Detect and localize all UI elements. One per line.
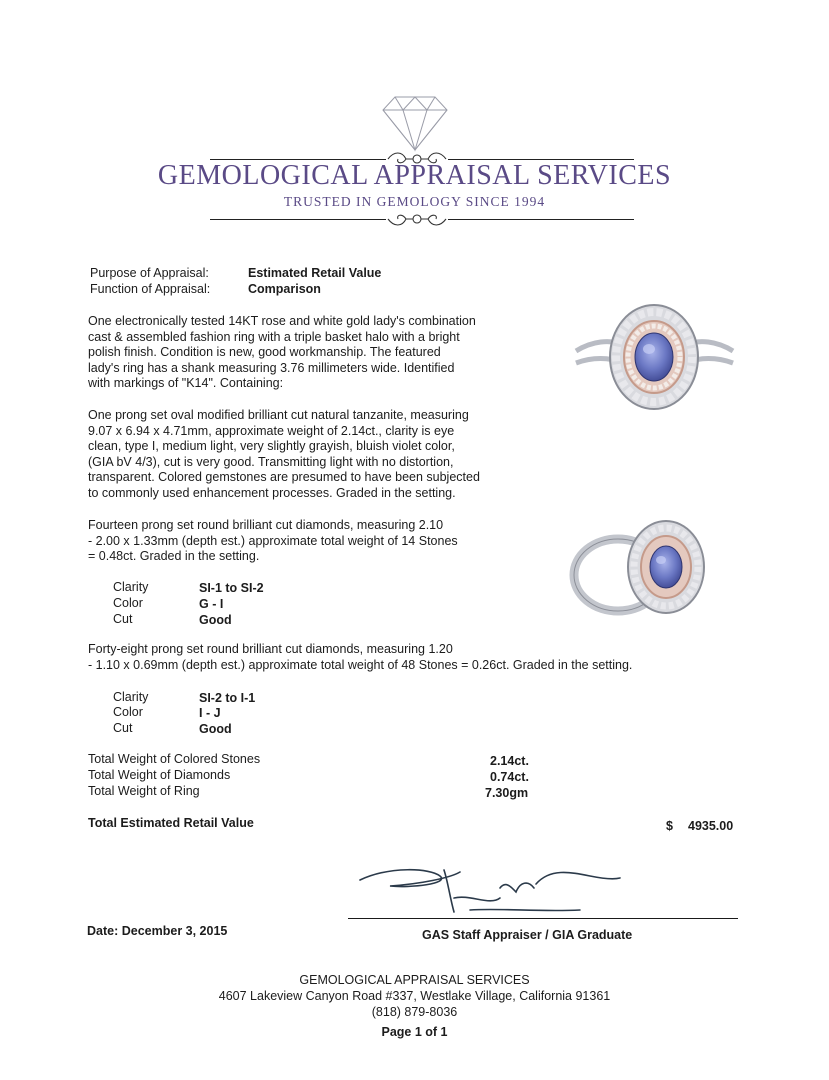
flourish-ornament-icon xyxy=(384,209,450,229)
header-bottom-rule-right xyxy=(448,219,634,220)
function-label: Function of Appraisal: xyxy=(90,282,211,296)
retail-value-amount: 4935.00 xyxy=(688,819,734,833)
color-label: Color xyxy=(113,596,143,610)
cut-label: Cut xyxy=(113,612,133,626)
currency-symbol: $ xyxy=(666,819,673,833)
total-colored-label: Total Weight of Colored Stones xyxy=(88,752,261,766)
total-diamonds-label: Total Weight of Diamonds xyxy=(88,768,231,782)
clarity-value: SI-2 to I-1 xyxy=(199,691,256,705)
ring-side-view-image xyxy=(560,505,730,640)
ring-top-view-image xyxy=(572,283,737,433)
diamond-logo-icon xyxy=(381,94,449,152)
cut-label: Cut xyxy=(113,721,133,735)
clarity-value: SI-1 to SI-2 xyxy=(199,581,264,595)
appraiser-title: GAS Staff Appraiser / GIA Graduate xyxy=(422,928,633,942)
appraiser-signature xyxy=(350,858,650,920)
cut-value: Good xyxy=(199,722,232,736)
signature-line xyxy=(348,918,738,919)
header-bottom-rule-left xyxy=(210,219,386,220)
color-value: G - I xyxy=(199,597,224,611)
purpose-value: Estimated Retail Value xyxy=(248,266,382,280)
total-ring-value: 7.30gm xyxy=(485,786,529,800)
retail-value-label: Total Estimated Retail Value xyxy=(88,816,254,830)
clarity-label: Clarity xyxy=(113,690,149,704)
footer-address: 4607 Lakeview Canyon Road #337, Westlake Village, California 91361 xyxy=(218,989,611,1003)
diamonds-2-description: Forty-eight prong set round brilliant cut diamonds, measuring 1.20 - 1.10 x 0.69mm (depth est.) approximate total weight of 48 Stones = 0.26ct. Graded in the setting. xyxy=(88,642,633,672)
footer-company: GEMOLOGICAL APPRAISAL SERVICES xyxy=(299,973,530,987)
appraisal-date: Date: December 3, 2015 xyxy=(87,924,228,938)
company-name: GEMOLOGICAL APPRAISAL SERVICES xyxy=(157,160,672,191)
color-value: I - J xyxy=(199,706,221,720)
cut-value: Good xyxy=(199,613,232,627)
diamonds-1-description: Fourteen prong set round brilliant cut diamonds, measuring 2.10 - 2.00 x 1.33mm (depth est.) approximate total weight of 14 Stones = 0.48ct. Graded in the setting. xyxy=(88,518,458,564)
purpose-label: Purpose of Appraisal: xyxy=(90,266,209,280)
clarity-label: Clarity xyxy=(113,580,149,594)
total-ring-label: Total Weight of Ring xyxy=(88,784,200,798)
ring-description: One electronically tested 14KT rose and white gold lady's combination cast & assembled fashion ring with a triple basket halo with a bright polish finish. Condition is new, good workmanship. The featured lady's ring has a shank measuring 3.76 millimeters wide. Identified with markings of "K14". Containing: xyxy=(88,314,476,391)
page-number: Page 1 of 1 xyxy=(381,1025,448,1039)
total-colored-value: 2.14ct. xyxy=(490,754,529,768)
function-value: Comparison xyxy=(248,282,321,296)
footer-phone: (818) 879-8036 xyxy=(371,1005,458,1019)
color-label: Color xyxy=(113,705,143,719)
tanzanite-description: One prong set oval modified brilliant cut natural tanzanite, measuring 9.07 x 6.94 x 4.71mm, approximate weight of 2.14ct., clarity is eye clean, type I, medium light, very slightly grayish, bluish violet color, (GIA bV 4/3), cut is very good. Transmitting light with no distortion, transparent. Colored gemstones are presumed to have been subjected to commonly used enhancement processes. Graded in the setting. xyxy=(88,408,480,500)
company-tagline: TRUSTED IN GEMOLOGY SINCE 1994 xyxy=(283,194,546,209)
total-diamonds-value: 0.74ct. xyxy=(490,770,529,784)
